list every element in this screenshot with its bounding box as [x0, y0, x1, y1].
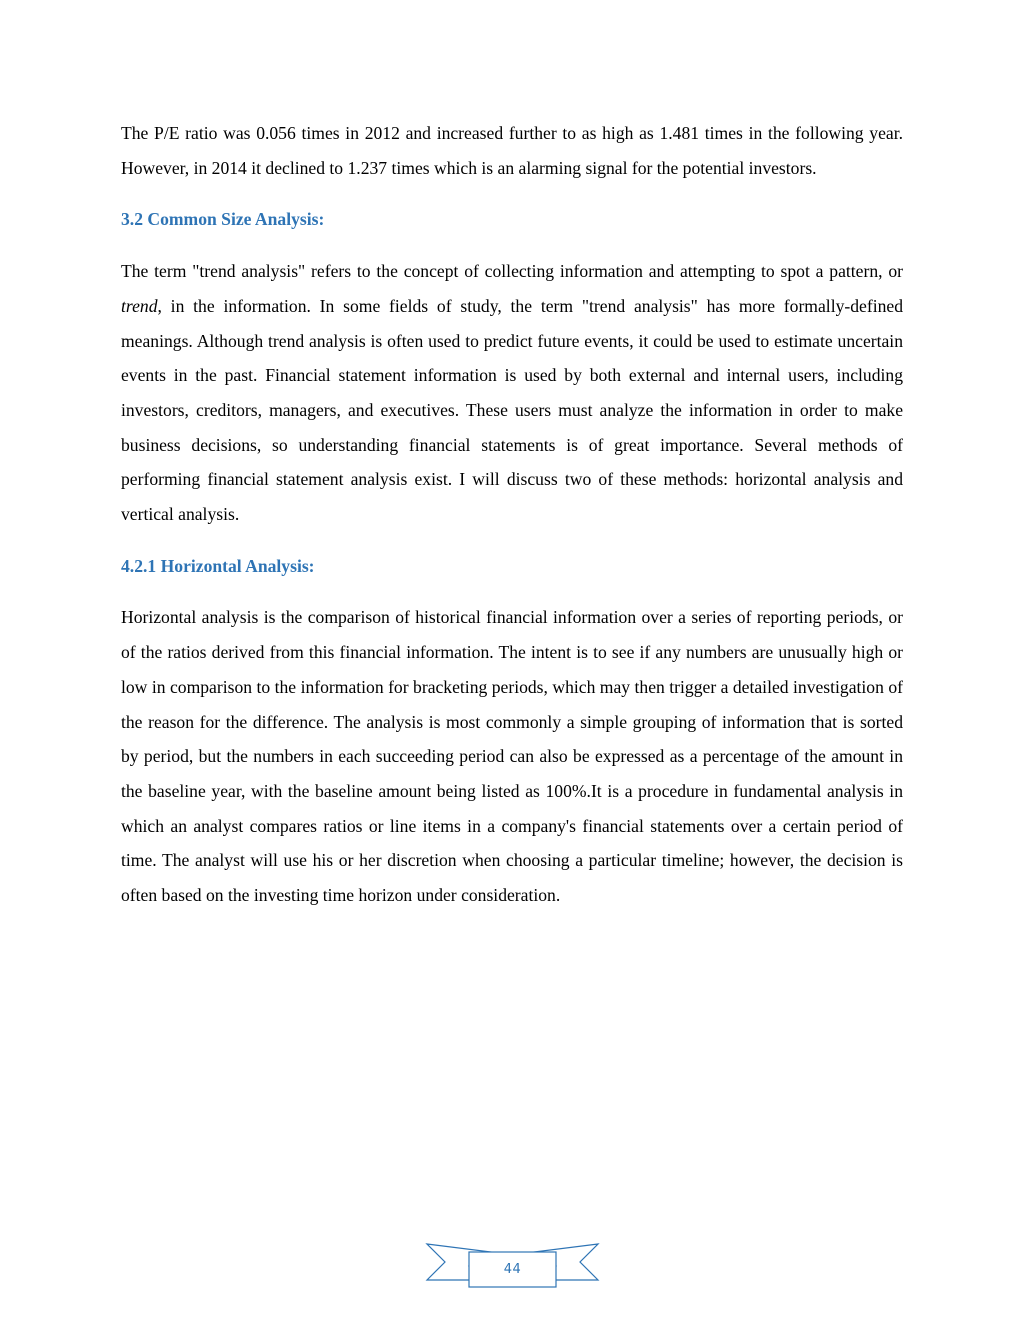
- emphasis-trend: trend: [121, 295, 158, 316]
- heading-horizontal-analysis: 4.2.1 Horizontal Analysis:: [121, 555, 315, 576]
- heading-common-size-analysis: 3.2 Common Size Analysis:: [121, 209, 325, 230]
- paragraph-trend-analysis: [121, 254, 903, 532]
- page-number: 44: [503, 1262, 522, 1277]
- page-body: [121, 116, 903, 913]
- page-number-badge: [425, 1240, 600, 1290]
- paragraph-trend-analysis-part-2: , in the information. In some fields of study, the term "trend analysis" has more formally-defined meanings. Although trend analysis is often used to predict future events, it could be used to estimate uncertain events in the past. Financial statement information is used by both external and internal users, including investors, creditors, managers, and executives. These users must analyze the information in order to make business decisions, so understanding financial statements is of great importance. Several methods of performing financial statement analysis exist. I will discuss two of these methods: horizontal analysis and vertical analysis.: [121, 295, 903, 525]
- paragraph-trend-analysis-part-1: The term "trend analysis" refers to the concept of collecting information and attempting to spot a pattern, or: [121, 261, 903, 282]
- paragraph-horizontal-analysis: Horizontal analysis is the comparison of historical financial information over a series of reporting periods, or of the ratios derived from this financial information. The intent is to see if any numbers are unusually high or low in comparison to the information for bracketing periods, which may then trigger a detailed investigation of the reason for the difference. The analysis is most commonly a simple grouping of information that is sorted by period, but the numbers in each succeeding period can also be expressed as a percentage of the amount in the baseline year, with the baseline amount being listed as 100%.It is a procedure in fundamental analysis in which an analyst compares ratios or line items in a company's financial statements over a certain period of time. The analyst will use his or her discretion when choosing a particular timeline; however, the decision is often based on the investing time horizon under consideration.: [121, 607, 903, 906]
- paragraph-pe-ratio: The P/E ratio was 0.056 times in 2012 and increased further to as high as 1.481 times in the following year. However, in 2014 it declined to 1.237 times which is an alarming signal for the potential investors.: [121, 123, 903, 178]
